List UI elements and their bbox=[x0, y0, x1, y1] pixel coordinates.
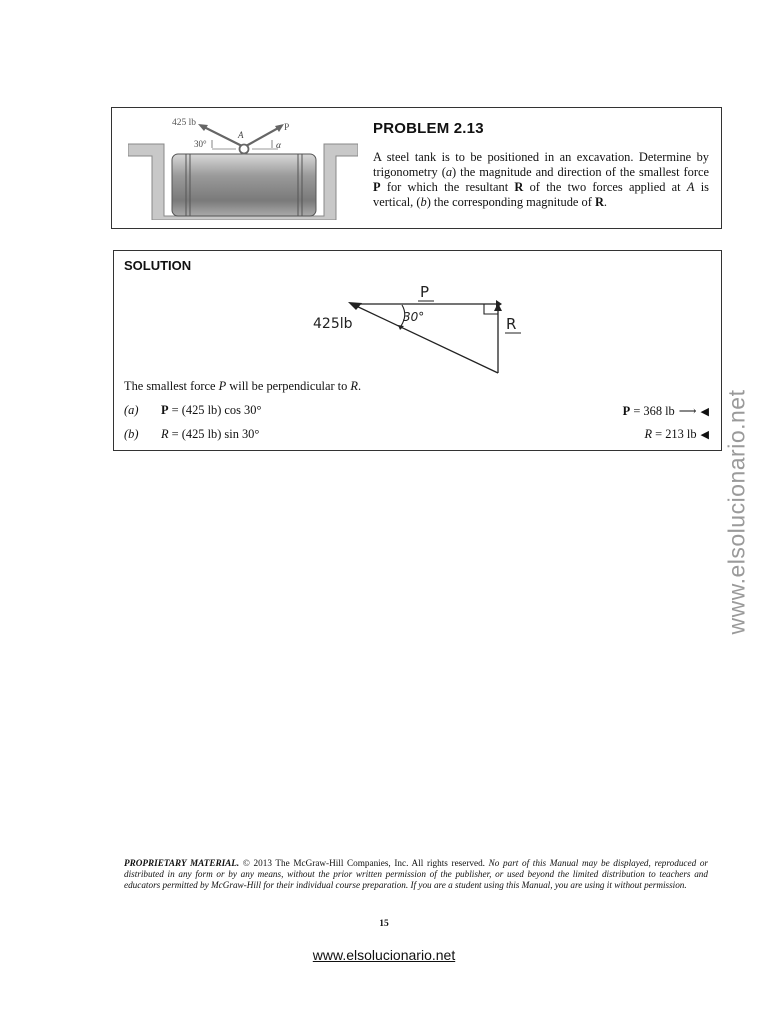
solution-title: SOLUTION bbox=[124, 258, 192, 273]
diagram-r-label: R bbox=[506, 315, 517, 333]
figure-p-label: P bbox=[284, 123, 290, 133]
answer-marker-icon: ◀ bbox=[700, 405, 709, 418]
side-watermark: www.elsolucionario.net bbox=[723, 389, 750, 635]
part-a-equation: P = (425 lb) cos 30° bbox=[161, 403, 262, 417]
solution-statement: The smallest force P will be perpendicular to R. bbox=[124, 379, 362, 393]
part-b-answer: R = 213 lb ◀ bbox=[644, 427, 709, 441]
figure-alpha-label: α bbox=[276, 141, 281, 151]
part-b-label: (b) bbox=[124, 427, 139, 441]
diagram-force-label: 425lb bbox=[313, 316, 353, 332]
diagram-p-label: P bbox=[420, 283, 430, 301]
answer-marker-icon: ◀ bbox=[700, 429, 709, 441]
site-link[interactable]: www.elsolucionario.net bbox=[312, 947, 456, 963]
right-arrow-icon: ⟶ bbox=[678, 404, 697, 418]
force-triangle-diagram bbox=[310, 281, 540, 377]
part-a-answer: P = 368 lb ⟶ ◀ bbox=[622, 403, 709, 418]
proprietary-notice: PROPRIETARY MATERIAL. © 2013 The McGraw-Hill Companies, Inc. All rights reserved. No part of this Manual may be displayed, reproduced or distributed in any form or by any means, without the prior written permission of the publisher, or used beyond the limited distribution to teachers and educators permitted by McGraw-Hill for their individual course preparation. If you are a student using this Manual, you are using it without permission. bbox=[124, 858, 708, 890]
part-a-label: (a) bbox=[124, 403, 139, 417]
problem-title: PROBLEM 2.13 bbox=[373, 120, 484, 137]
problem-box bbox=[111, 107, 722, 229]
figure-angle-label: 30° bbox=[194, 139, 207, 149]
part-b-equation: R = (425 lb) sin 30° bbox=[161, 427, 260, 441]
figure-force-label: 425 lb bbox=[172, 118, 197, 128]
figure-point-label: A bbox=[238, 130, 244, 140]
tank-excavation-figure bbox=[128, 116, 358, 220]
solution-box bbox=[113, 250, 722, 451]
problem-statement: A steel tank is to be positioned in an excavation. Determine by trigonometry (a) the magnitude and direction of the smallest force P for which the resultant R of the two forces applied at A is vertical, (b) the corresponding magnitude of R. bbox=[373, 150, 710, 209]
page-number: 15 bbox=[379, 919, 389, 929]
diagram-angle-label: 30° bbox=[403, 310, 425, 324]
